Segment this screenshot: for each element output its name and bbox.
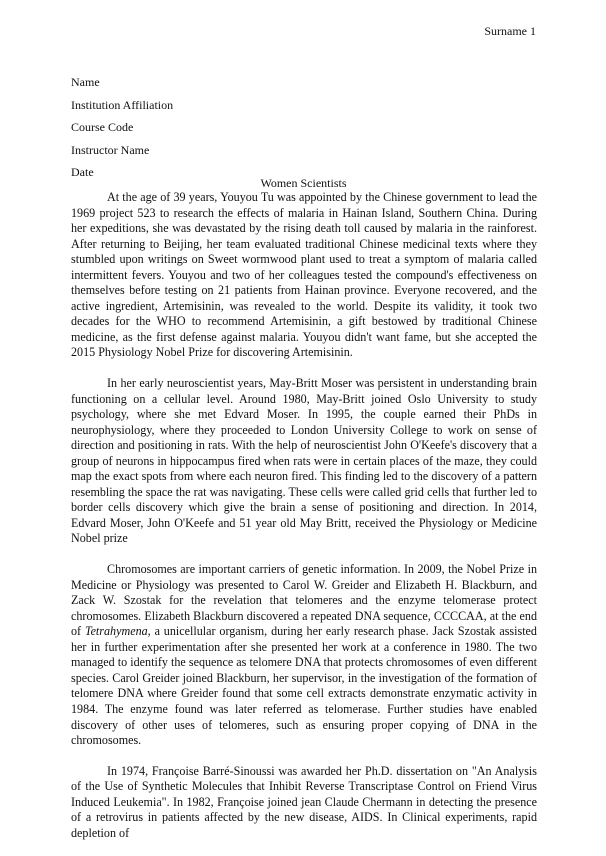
- header-institution: Institution Affiliation: [71, 97, 174, 112]
- paragraph-barre-sinoussi: In 1974, Françoise Barré-Sinoussi was awarded her Ph.D. dissertation on "An Analysis of the Use of Synthetic Molecules that Inhibit Reverse Transcriptase Control on Friend Virus Induced Leukemia". In 1982, Françoise joined jean Claude Chermann in detecting the presence of a retrovirus in patients affected by the new disease, AIDS. In Clinical experiments, rapid depletion of: [71, 763, 537, 840]
- paragraph-telomeres: [71, 562, 537, 749]
- header-date: Date: [71, 165, 94, 179]
- header-instructor: Instructor Name: [71, 142, 150, 157]
- header-course: Course Code: [71, 120, 134, 134]
- running-head: Surname 1: [484, 24, 536, 38]
- paragraph-telomeres-part-1: Chromosomes are important carriers of genetic information. In 2009, the Nobel Prize in Medicine or Physiology was presented to Carol W. Greider and Elizabeth H. Blackburn, and Zack W. Szostak for the revelation that telomeres and the enzyme telomerase protect chromosomes. Elizabeth Blackburn discovered a repeated DNA sequence, CCCCAA, at the end of: [71, 562, 537, 639]
- tetrahymena-term: Tetrahymena,: [84, 624, 151, 639]
- header-name: Name: [71, 75, 100, 89]
- paragraph-youyou-tu: At the age of 39 years, Youyou Tu was appointed by the Chinese government to lead the 1969 project 523 to research the effects of malaria in Hainan Island, Southern China. During her expeditions, she was devastated by the rising death toll caused by malaria in the rainforest. After returning to Beijing, her team evaluated traditional Chinese medicinal texts where they stumbled upon writings on Sweet wormwood plant used to treat a symptom of malaria called intermittent fevers. Youyou and two of her colleagues tested the compound's effectiveness on themselves before testing on 21 patients from Hainan province. Everyone recovered, and the active ingredient, Artemisinin, was revealed to the world. Despite its validity, it took two decades for the WHO to recommend Artemisinin, a gift bestowed by traditional Chinese medicine, as the first defense against malaria. Youyou didn't want fame, but she accepted the 2015 Physiology Nobel Prize for discovering Artemisinin.: [71, 190, 537, 360]
- paragraph-telomeres-part-2: a unicellular organism, during her early research phase. Jack Szostak assisted her in further experimentation after she presented her work at a conference in 1980. The two managed to identify the sequence as telomere DNA that protects chromosomes of even different species. Carol Greider joined Blackburn, her supervisor, in the investigation of the formation of telomere DNA where Greider found that some cell extracts demonstrate enzymatic activity in 1984. The enzyme found was later referred as telomerase. Further studies have enabled discovery of other uses of telomeres, such as ensuring proper copying of DNA in the chromosomes.: [71, 624, 537, 748]
- paragraph-may-britt-moser: In her early neuroscientist years, May-Britt Moser was persistent in understanding brain functioning on a cellular level. Around 1980, May-Britt joined Oslo University to study psychology, where she met Edvard Moser. In 1995, the couple earned their PhDs in neurophysiology, where they proceeded to London University College to work on sense of direction and positioning in rats. With the help of neuroscientist John O'Keefe's discovery that a group of neurons in hippocampus fired when rats were in certain places of the maze, they could map the exact spots from where each neuron fired. This finding led to the discovery of a pattern resembling the space the rat was navigating. These cells were called grid cells that further led to border cells discovery which give the brain a sense of positioning and direction. In 2014, Edvard Moser, John O'Keefe and 51 year old May Britt, received the Physiology or Medicine Nobel prize: [71, 376, 537, 546]
- essay-title: Women Scientists: [260, 176, 347, 190]
- essay-body: [71, 190, 537, 856]
- student-header: [71, 71, 541, 184]
